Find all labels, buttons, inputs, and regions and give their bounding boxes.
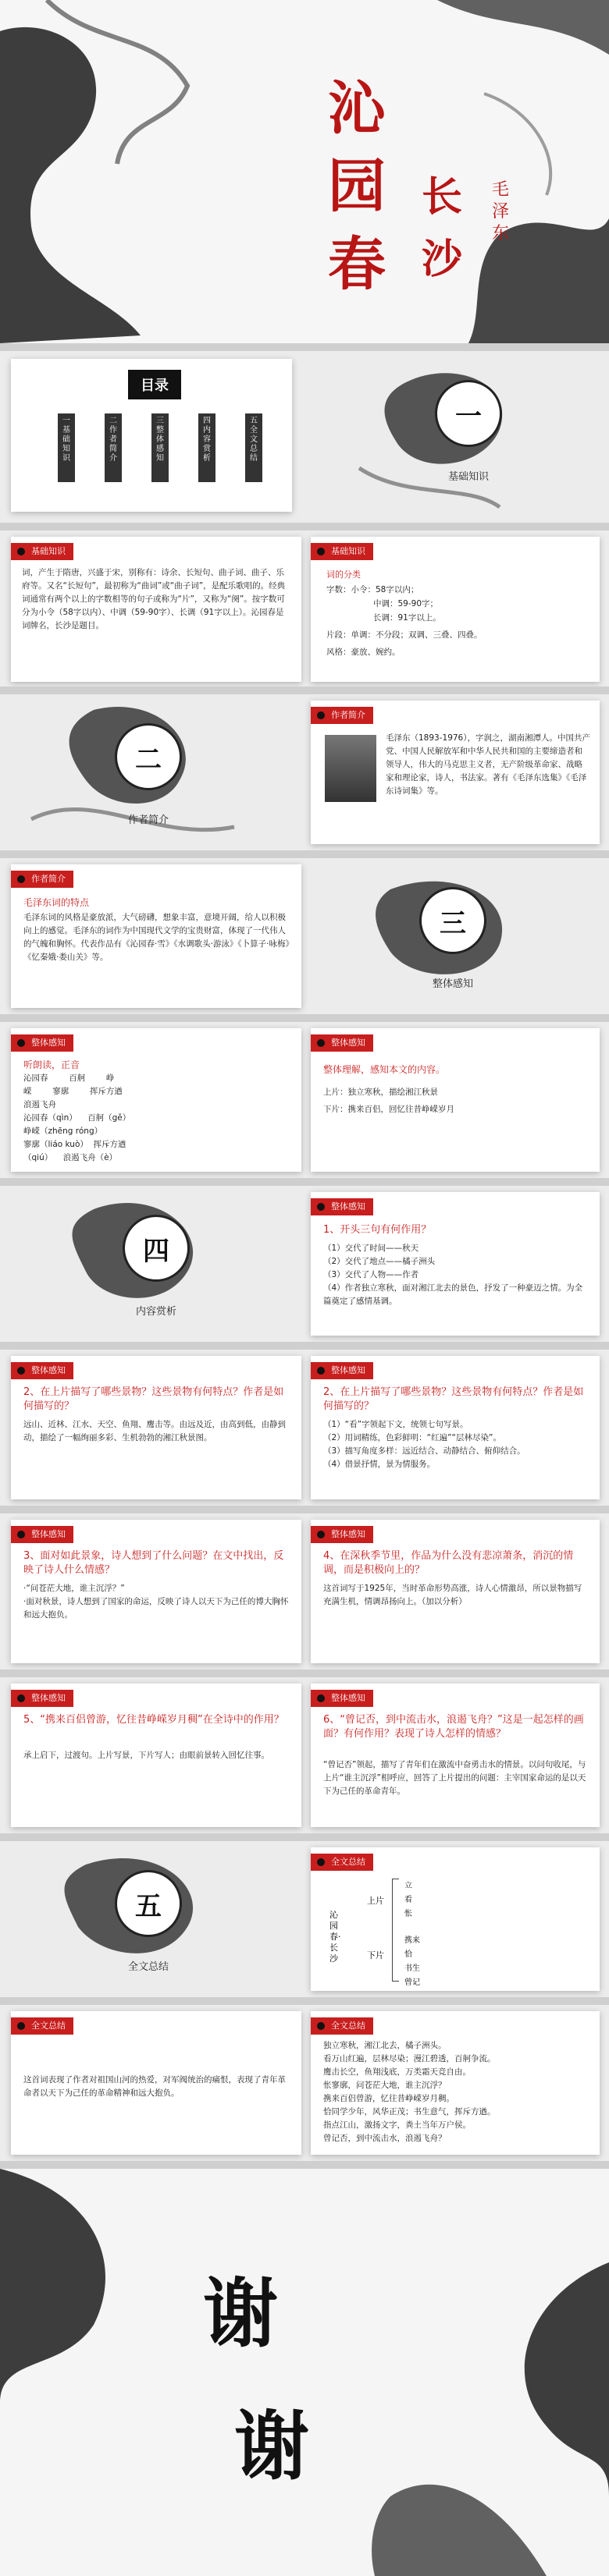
pin-icon xyxy=(17,1531,25,1538)
summary-right-3: 怅 xyxy=(404,1910,412,1918)
reading-line-3: 浪遏飞舟 xyxy=(23,1100,56,1109)
slide-cover xyxy=(0,0,609,343)
pin-icon xyxy=(317,711,325,719)
slide-basics xyxy=(0,530,609,687)
summary-bracket xyxy=(392,1879,399,1982)
toc-item-5[interactable]: 五 全文总结 xyxy=(245,413,262,482)
q5-tag-2: 整体感知 xyxy=(311,1690,373,1707)
analysis-tag: 整体感知 xyxy=(311,1198,373,1215)
poem-line-1: 独立寒秋，湘江北去，橘子洲头。 xyxy=(323,2041,447,2050)
summary-right-6: 书生 xyxy=(404,1964,420,1973)
poem-line-2: 看万山红遍，层林尽染；漫江碧透，百舸争流。 xyxy=(323,2054,496,2063)
q3-card-2 xyxy=(311,1520,600,1663)
q2-card-2 xyxy=(311,1356,600,1499)
cover-title-char-2: 园 xyxy=(328,153,386,220)
q3-question: 3、面对如此景象，诗人想到了什么问题？在文中找出，反映了诗人什么情感？ xyxy=(23,1550,284,1576)
summary-right-1: 立 xyxy=(404,1882,412,1890)
pin-icon xyxy=(317,548,325,555)
reading-line-7: （qiú） 浪遏飞舟（è） xyxy=(23,1153,118,1162)
pin-icon xyxy=(17,548,25,555)
cover-subtitle-char-1: 长 xyxy=(422,173,463,221)
poem-line-6: 恰同学少年，风华正茂；书生意气，挥斥方遒。 xyxy=(323,2107,496,2117)
summary-right-7: 曾记 xyxy=(404,1978,420,1987)
pin-icon xyxy=(317,1367,325,1375)
toc-card xyxy=(11,359,292,512)
author-portrait xyxy=(325,735,376,802)
poem-card xyxy=(311,2011,600,2155)
summary-center: 沁园春·长沙 xyxy=(329,1910,341,1964)
slide-author xyxy=(0,694,609,850)
part3-circle: 三 xyxy=(422,889,484,952)
reading-line-6: 寥廓（liáo kuò） 挥斥方遒 xyxy=(23,1140,126,1149)
q5-question-2: 6、“曾记否，到中流击水，浪遏飞舟？”这是一起怎样的画面？有何作用？表现了诗人怎样的情感？ xyxy=(323,1714,584,1740)
reading-item-1: 上片：独立寒秋，描绘湘江秋景 xyxy=(323,1088,438,1097)
q3-tag: 整体感知 xyxy=(11,1526,73,1543)
pin-icon xyxy=(17,1367,25,1375)
part5-label: 全文总结 xyxy=(127,1961,169,1973)
q2-question-2: 2、在上片描写了哪些景物？这些景物有何特点？作者是如何描写的？ xyxy=(323,1386,584,1412)
basics-row-3: 长调：91字以上。 xyxy=(373,613,441,623)
slide-analysis xyxy=(0,1186,609,1342)
basics-tag: 基础知识 xyxy=(11,543,73,560)
slide-thanks xyxy=(0,2169,609,2576)
author-text: 毛泽东（1893-1976），字润之，湖南湘潭人。中国共产党、中国人民解放军和中华人民共和国的主要缔造者和领导人，伟大的马克思主义者，无产阶级革命家、战略家和理论家，诗人，书法家。著有《毛泽东选集》《毛泽东诗词集》等。 xyxy=(386,733,590,796)
q2-tag-2: 整体感知 xyxy=(311,1362,373,1379)
reading-tag: 整体感知 xyxy=(11,1034,73,1052)
toc-title: 目录 xyxy=(128,370,181,399)
pin-icon xyxy=(17,1039,25,1047)
summary-text: 这首词表现了作者对祖国山河的热爱，对军阀统治的痛恨，表现了青年革命者以天下为己任的革命精神和远大抱负。 xyxy=(23,2075,286,2098)
summary-right-4: 携来 xyxy=(404,1936,420,1945)
summary-tag-2: 全文总结 xyxy=(11,2017,73,2035)
summary-left-1: 上片 xyxy=(367,1896,384,1906)
reading-line-4: 沁园春（qìn） 百舸（gě） xyxy=(23,1113,131,1123)
reading-heading: 听朗读，正音 xyxy=(23,1059,80,1070)
summary-tag: 全文总结 xyxy=(311,1854,373,1871)
toc-item-3[interactable]: 三 整体感知 xyxy=(151,413,169,482)
q3-question-2: 4、在深秋季节里，作品为什么没有悲凉萧条，消沉的情调，而是积极向上的？ xyxy=(323,1550,574,1576)
slide-q3 xyxy=(0,1513,609,1669)
cover-subtitle-char-2: 沙 xyxy=(422,236,463,283)
style-text: 毛泽东词的风格是豪放派，大气磅礴，想象丰富，意境开阔，给人以积极向上的感觉。毛泽东的词作为中国现代文学的宝贵财富，体现了一代伟人的气魄和胸怀。代表作品有《沁园春·雪》《水调歌头·游泳》《卜算子·咏梅》《忆秦娥·娄山关》等。 xyxy=(23,913,290,962)
q2-question: 2、在上片描写了哪些景物？这些景物有何特点？作者是如何描写的？ xyxy=(23,1386,284,1412)
basics-row-2: 中调：59-90字； xyxy=(373,599,439,609)
slide-summary-2 xyxy=(0,2005,609,2161)
q2-card xyxy=(11,1356,301,1499)
reading-card-2 xyxy=(311,1028,600,1172)
author-tag: 作者简介 xyxy=(311,707,373,724)
slide-q5 xyxy=(0,1677,609,1833)
basics-card-right xyxy=(311,537,600,682)
q3-card xyxy=(11,1520,301,1663)
part4-label: 内容赏析 xyxy=(135,1306,176,1318)
slide-style xyxy=(0,858,609,1014)
poem-line-4: 怅寥廓，问苍茫大地，谁主沉浮？ xyxy=(323,2081,447,2090)
basics-row-1: 字数：小令：58字以内； xyxy=(326,585,419,594)
summary-right-2: 看 xyxy=(404,1896,412,1904)
q3-tag-2: 整体感知 xyxy=(311,1526,373,1543)
slide-q2 xyxy=(0,1350,609,1506)
summary-text-card xyxy=(11,2011,301,2155)
reading-line-1: 沁园春 百舸 峥 xyxy=(23,1073,115,1083)
basics-label: 词的分类 xyxy=(326,569,361,580)
pin-icon xyxy=(17,2022,25,2030)
reading-item-2: 下片：携来百侣，回忆往昔峥嵘岁月 xyxy=(323,1105,454,1114)
thanks-char-2: 谢 xyxy=(234,2402,309,2490)
pin-icon xyxy=(17,1694,25,1702)
style-card xyxy=(11,864,301,1008)
thanks-char-1: 谢 xyxy=(203,2269,278,2358)
style-heading: 毛泽东词的特点 xyxy=(23,897,90,908)
part1-circle: 一 xyxy=(437,382,500,445)
q5-answer: 承上启下，过渡句。上片写景，下片写人；由眼前景转入回忆往事。 xyxy=(23,1751,269,1760)
summary-map-card xyxy=(311,1847,600,1991)
q2-answer-2: （1）“看”字领起下文，统领七句写景。 （2）用词精练，色彩鲜明：“红遍”“层林尽染”。 （3）描写角度多样：远近结合、动静结合、俯仰结合。 （4）借景抒情，景为情服务。 xyxy=(323,1420,525,1469)
q2-answer: 远山、近林、江水、天空、鱼翔、鹰击等。由远及近，由高到低，由静到动，描绘了一幅绚丽多彩、生机勃勃的湘江秋景图。 xyxy=(23,1420,286,1442)
pin-icon xyxy=(317,1039,325,1047)
part5-circle: 五 xyxy=(117,1872,180,1935)
poem-line-3: 鹰击长空，鱼翔浅底，万类霜天竞自由。 xyxy=(323,2067,471,2077)
basics-row-5: 风格：豪放、婉约。 xyxy=(326,648,401,657)
reading-line-2: 嵘 寥廓 挥斥方遒 xyxy=(23,1087,123,1096)
cover-title-char-1: 沁 xyxy=(328,75,386,142)
pin-icon xyxy=(317,1531,325,1538)
basics-card-left xyxy=(11,537,301,682)
summary-left-2: 下片 xyxy=(367,1950,384,1960)
author-card xyxy=(311,701,600,844)
poem-line-5: 携来百侣曾游，忆往昔峥嵘岁月稠。 xyxy=(323,2094,454,2103)
q5-card xyxy=(11,1684,301,1827)
analysis-card xyxy=(311,1192,600,1336)
basics-row-4: 片段：单调：不分段；双调、三叠、四叠。 xyxy=(326,630,483,640)
q2-tag: 整体感知 xyxy=(11,1362,73,1379)
analysis-a1: （1）交代了时间——秋天 （2）交代了地点——橘子洲头 （3）交代了人物——作者 （4）作者独立寒秋，面对湘江北去的景色，抒发了一种豪迈之情。为全篇奠定了感情基调。 xyxy=(323,1244,583,1306)
basics-tag-2: 基础知识 xyxy=(311,543,373,560)
q3-answer-2: 这首词写于1925年，当时革命形势高涨，诗人心情激昂，所以景物描写充满生机，情调昂扬向上。（加以分析） xyxy=(323,1584,582,1606)
toc-item-1[interactable]: 一 基础知识 xyxy=(58,413,75,482)
q5-card-2 xyxy=(311,1684,600,1827)
q5-question: 5、“携来百侣曾游，忆往昔峥嵘岁月稠”在全诗中的作用？ xyxy=(23,1714,284,1726)
q5-tag: 整体感知 xyxy=(11,1690,73,1707)
q3-answer: ·“问苍茫大地，谁主沉浮？” ·面对秋景，诗人想到了国家的命运，反映了诗人以天下为己任的博大胸怀和远大抱负。 xyxy=(23,1584,289,1620)
q5-answer-2: “曾记否”领起，描写了青年们在激流中奋勇击水的情景。以问句收尾，与上片“谁主沉浮”相呼应，回答了上片提出的问题：主宰国家命运的是以天下为己任的革命青年。 xyxy=(323,1760,586,1796)
basics-text: 词，产生于隋唐，兴盛于宋，别称有：诗余、长短句、曲子词、曲子、乐府等。又名“长短句”，最初称为“曲词”或“曲子词”，是配乐歌唱的。经典词通常有两个以上的字数相等的句子或称为“片”，又称为“阕”。按字数可分为小令（58字以内）、中调（59-90字）、长调（91字以上）。沁园春是词牌名，长沙是题目。 xyxy=(22,568,286,630)
toc-item-4[interactable]: 四 内容赏析 xyxy=(198,413,215,482)
pin-icon xyxy=(317,1694,325,1702)
pin-icon xyxy=(317,1203,325,1211)
pin-icon xyxy=(317,2022,325,2030)
reading-heading-2: 整体理解，感知本文的内容。 xyxy=(323,1064,446,1075)
reading-card xyxy=(11,1028,301,1172)
part4-circle: 四 xyxy=(125,1217,187,1279)
part1-label: 基础知识 xyxy=(447,471,489,483)
reading-line-5: 峥嵘（zhēng róng） xyxy=(23,1127,103,1136)
summary-tag-3: 全文总结 xyxy=(311,2017,373,2035)
slide-summary xyxy=(0,1841,609,1997)
ink-splash-thanks xyxy=(0,2169,609,2576)
pin-icon xyxy=(17,875,25,883)
pin-icon xyxy=(317,1858,325,1866)
summary-right-5: 恰 xyxy=(404,1950,412,1959)
reading-tag-2: 整体感知 xyxy=(311,1034,373,1052)
poem-line-8: 曾记否，到中流击水，浪遏飞舟？ xyxy=(323,2134,447,2143)
poem-line-7: 指点江山，激扬文字，粪土当年万户侯。 xyxy=(323,2120,471,2130)
part2-circle: 二 xyxy=(117,726,180,788)
cover-title-char-3: 春 xyxy=(328,231,386,298)
style-tag: 作者简介 xyxy=(11,871,73,888)
part3-label: 整体感知 xyxy=(432,978,473,990)
slide-reading xyxy=(0,1022,609,1178)
slide-toc xyxy=(0,351,609,523)
part2-label: 作者简介 xyxy=(127,814,169,826)
toc-item-2[interactable]: 二 作者简介 xyxy=(105,413,122,482)
cover-author: 毛泽东 xyxy=(492,180,510,243)
analysis-q1: 1、开头三句有何作用？ xyxy=(323,1224,432,1236)
ink-splash-left xyxy=(0,0,609,343)
